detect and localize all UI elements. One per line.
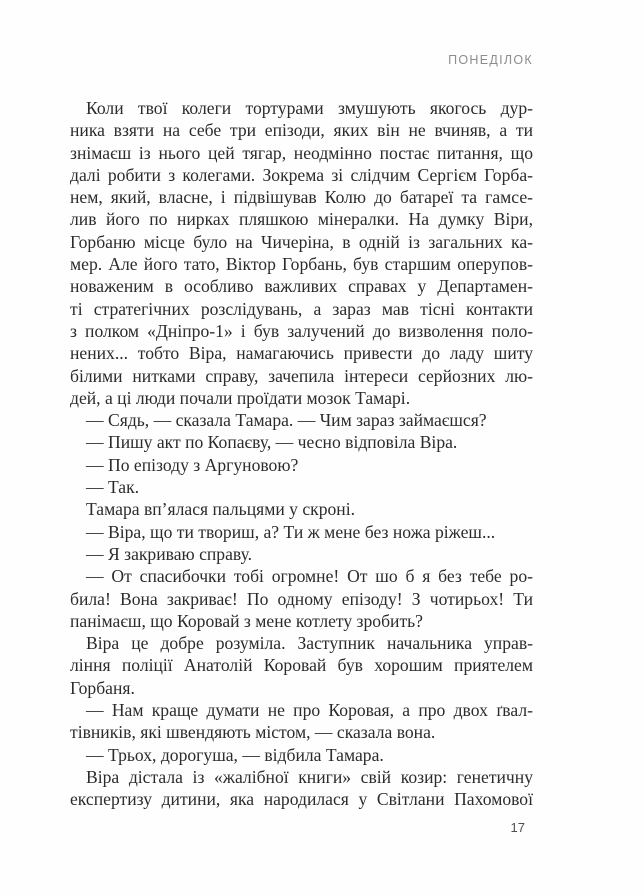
text-line: — Так. — [86, 477, 140, 498]
text-line: — От спасибочки тобі огромне! От шо б я без тебе ро- — [86, 566, 533, 587]
text-line: з полком «Дніпро-1» і був залучений до визволення поло- — [70, 320, 533, 341]
text-line: — Пишу акт по Копаєву, — чесно відповіла Віра. — [86, 432, 458, 453]
text-line: Тамара вп’ялася пальцями у скроні. — [86, 499, 355, 520]
text-line: новаженим в особливо важливих справах у Департамен- — [70, 276, 533, 297]
text-line: — Сядь, — сказала Тамара. — Чим зараз займаєшся? — [86, 410, 487, 431]
text-line: — По епізоду з Аргуновою? — [86, 454, 299, 475]
running-header-chapter: ПОНЕДІЛОК — [448, 53, 533, 67]
text-line: лив його по нирках пляшкою мінералки. На думку Віри, — [70, 209, 533, 230]
text-line: Віра це добре розуміла. Заступник начальника управ- — [86, 633, 533, 654]
text-line: Коли твої колеги тортурами змушують якогось дур- — [86, 98, 533, 118]
text-line: нем, який, власне, і підвішував Колю до батареї та гамсе- — [70, 187, 533, 208]
page-number: 17 — [510, 820, 525, 835]
text-line: тівників, які швендяють містом, — сказала вона. — [70, 722, 436, 743]
text-line: далі робити з колегами. Зокрема зі слідчим Сергієм Горба- — [70, 164, 533, 185]
text-line: — Трьох, дорогуша, — відбила Тамара. — [86, 744, 384, 765]
text-line: Віра дістала із «жалібної книги» свій козир: генетичну — [86, 766, 533, 787]
text-line: ління поліції Анатолій Коровай був хорошим приятелем — [70, 655, 533, 676]
text-line: експертизу дитини, яка народилася у Світлани Пахомової — [70, 789, 533, 810]
text-line: панімаєш, що Коровай з мене котлету зробить? — [70, 610, 423, 631]
text-line: мер. Але його тато, Віктор Горбань, був старшим оперупов- — [70, 254, 533, 275]
text-line: дей, а ці люди почали проїдати мозок Тамарі. — [70, 387, 411, 408]
text-line: ті стратегічних розслідувань, а зараз мав тісні контакти — [70, 298, 533, 319]
text-line: — Нам краще думати не про Коровая, а про двох ґвал- — [86, 700, 533, 721]
body-text-block — [70, 97, 533, 811]
text-line: била! Вона закриває! По одному епізоду! З чотирьох! Ти — [70, 588, 533, 609]
text-line: — Віра, що ти твориш, а? Ти ж мене без ножа ріжеш... — [86, 521, 496, 542]
text-line: нених... тобто Віра, намагаючись привести до ладу шиту — [70, 343, 533, 364]
text-line: ника взяти на себе три епізоди, яких він не вчиняв, а ти — [70, 120, 533, 141]
text-line: знімаєш із нього цей тягар, неодмінно постає питання, що — [70, 142, 533, 163]
text-line: білими нитками справу, зачепила інтереси серйозних лю- — [70, 365, 533, 386]
text-line: — Я закриваю справу. — [86, 543, 253, 564]
text-line: Горбаню місце було на Чичеріна, в одній із загальних ка- — [70, 231, 533, 252]
text-line: Горбаня. — [70, 677, 135, 698]
